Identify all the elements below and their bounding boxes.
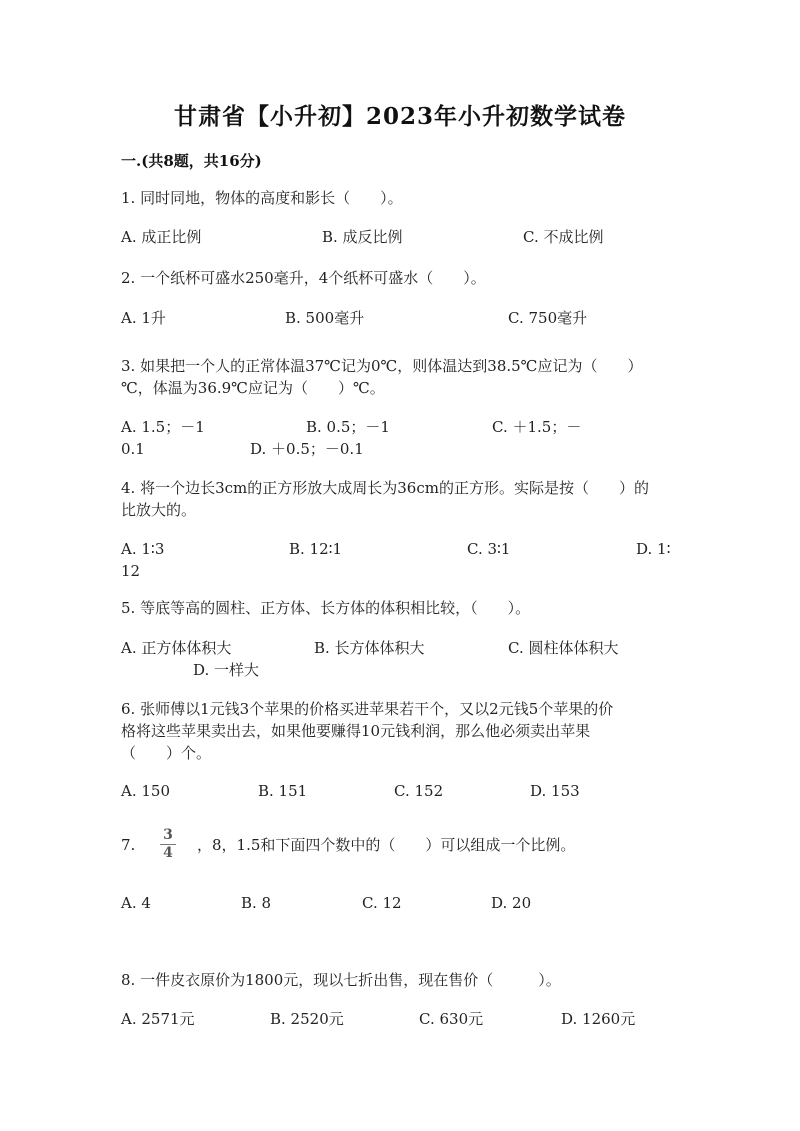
q3-option-b: B. 0.5；－1	[306, 418, 390, 436]
q5-option-a: A. 正方体体积大	[121, 639, 232, 657]
q4-option-d-continued: 12	[121, 562, 141, 580]
q1-option-c: C. 不成比例	[523, 228, 604, 246]
section-heading: 一.(共8题，共16分)	[121, 152, 262, 170]
q3-option-c-continued: 0.1	[121, 440, 145, 458]
q2-option-b: B. 500毫升	[285, 309, 365, 327]
q2-option-a: A. 1升	[121, 309, 166, 327]
question-4-line-2: 比放大的。	[121, 501, 197, 519]
q8-option-a: A. 2571元	[121, 1010, 195, 1028]
q3-option-d: D. ＋0.5；－0.1	[250, 440, 364, 458]
q3-option-a: A. 1.5；－1	[121, 418, 205, 436]
fraction-numerator: 3	[163, 827, 173, 843]
question-3-line-2: ℃，体温为36.9℃应记为（ ）℃。	[121, 379, 385, 397]
q2-option-c: C. 750毫升	[508, 309, 588, 327]
question-7-number: 7.	[121, 836, 136, 854]
question-7-text: ，8，1.5和下面四个数中的（ ）可以组成一个比例。	[197, 836, 576, 854]
q6-option-b: B. 151	[258, 782, 308, 800]
question-6-line-1: 6. 张师傅以1元钱3个苹果的价格买进苹果若干个，又以2元钱5个苹果的价	[121, 700, 614, 718]
fraction-three-quarters	[160, 828, 176, 861]
q7-option-a: A. 4	[121, 894, 151, 912]
q6-option-a: A. 150	[121, 782, 170, 800]
question-2: 2. 一个纸杯可盛水250毫升，4个纸杯可盛水（ ）。	[121, 269, 486, 287]
q3-option-c: C. ＋1.5；－	[492, 418, 582, 436]
q4-option-b: B. 12∶1	[289, 540, 343, 558]
q5-option-d: D. 一样大	[193, 661, 260, 679]
q7-option-d: D. 20	[491, 894, 532, 912]
question-5: 5. 等底等高的圆柱、正方体、长方体的体积相比较，（ ）。	[121, 599, 531, 617]
q6-option-d: D. 153	[530, 782, 580, 800]
question-6-line-3: （ ）个。	[121, 744, 212, 762]
q5-option-c: C. 圆柱体体积大	[508, 639, 619, 657]
q6-option-c: C. 152	[394, 782, 444, 800]
question-8: 8. 一件皮衣原价为1800元，现以七折出售，现在售价（ ）。	[121, 971, 561, 989]
q7-option-c: C. 12	[362, 894, 402, 912]
q7-option-b: B. 8	[241, 894, 272, 912]
q8-option-c: C. 630元	[419, 1010, 484, 1028]
question-1: 1. 同时同地，物体的高度和影长（ ）。	[121, 189, 403, 207]
question-3-line-1: 3. 如果把一个人的正常体温37℃记为0℃，则体温达到38.5℃应记为（ ）	[121, 357, 643, 375]
q1-option-b: B. 成反比例	[322, 228, 403, 246]
question-4-line-1: 4. 将一个边长3cm的正方形放大成周长为36cm的正方形。实际是按（ ）的	[121, 479, 649, 497]
q5-option-b: B. 长方体体积大	[314, 639, 425, 657]
page-title: 甘肃省【小升初】2023年小升初数学试卷	[173, 103, 626, 130]
q8-option-b: B. 2520元	[270, 1010, 344, 1028]
fraction-denominator: 4	[163, 845, 173, 861]
q4-option-a: A. 1∶3	[121, 540, 165, 558]
q4-option-c: C. 3∶1	[467, 540, 511, 558]
q1-option-a: A. 成正比例	[121, 228, 202, 246]
q8-option-d: D. 1260元	[561, 1010, 636, 1028]
question-6-line-2: 格将这些苹果卖出去，如果他要赚得10元钱利润，那么他必须卖出苹果	[121, 722, 591, 740]
q4-option-d: D. 1∶	[636, 540, 671, 558]
